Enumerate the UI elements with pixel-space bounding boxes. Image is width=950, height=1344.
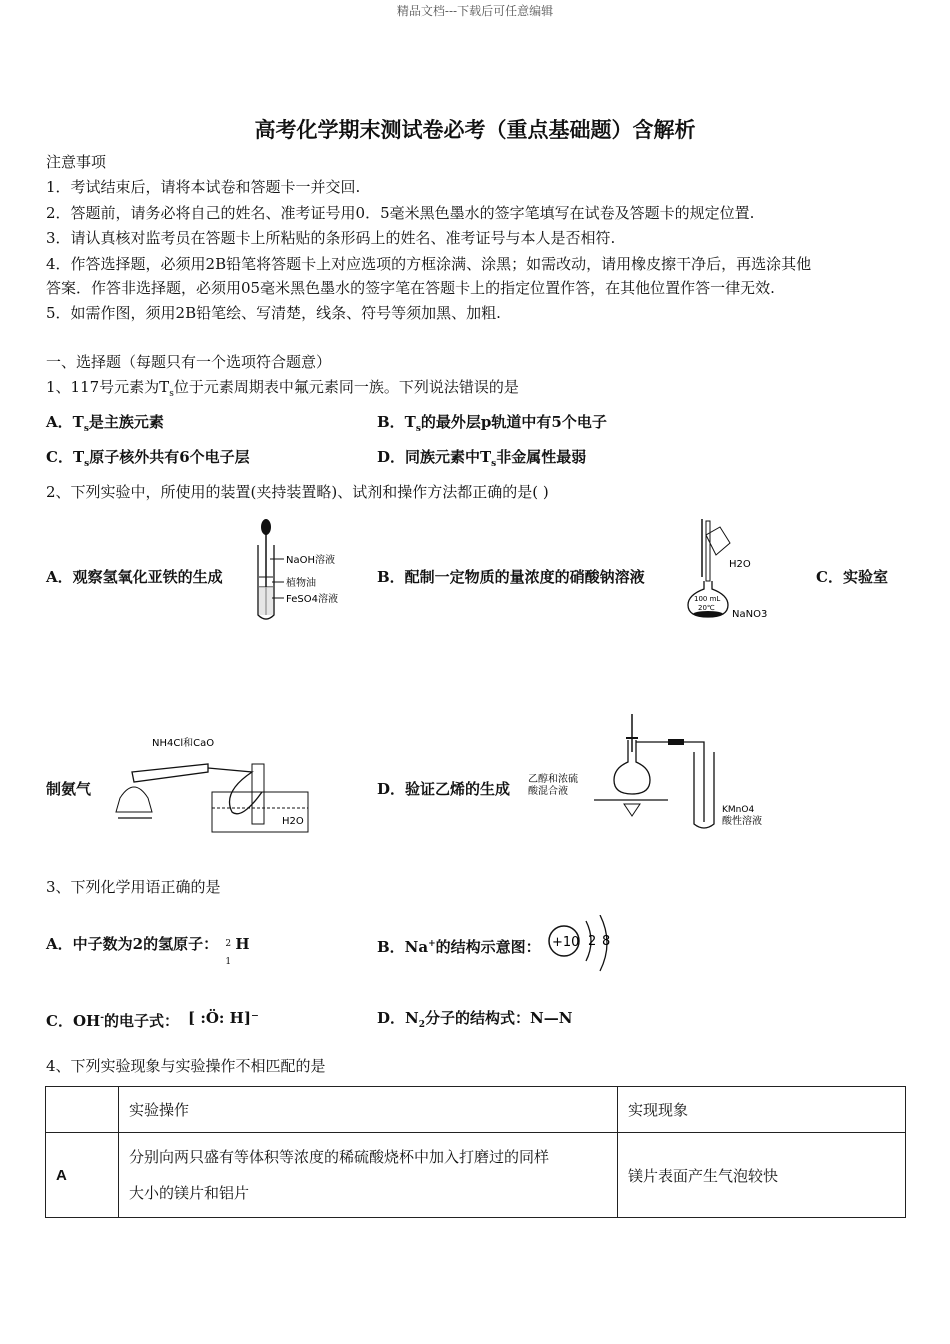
note-item-2: 2．答题前，请务必将自己的姓名、准考证号用0．5毫米黑色墨水的签字笔填写在试卷及答题卡的规定位置. bbox=[46, 204, 755, 222]
row-label: A bbox=[46, 1133, 119, 1218]
q3-option-d: D．$N_2$分子的结构式：N—N bbox=[377, 1009, 573, 1030]
section-heading: 一、选择题（每题只有一个选项符合题意） bbox=[46, 353, 332, 371]
shell-1-count: 2 bbox=[588, 934, 597, 949]
label-nano3: NaNO3 bbox=[732, 609, 768, 620]
table-row bbox=[46, 1133, 906, 1218]
q3-option-a: A．中子数为2的氢原子： 2 1 H bbox=[46, 935, 250, 967]
q1-option-a: A．$T_s$是主族元素 bbox=[46, 413, 164, 434]
row-operation: 分别向两只盛有等体积等浓度的稀硫酸烧杯中加入打磨过的同样 大小的镁片和铝片 bbox=[119, 1133, 618, 1218]
table-header-row bbox=[46, 1087, 906, 1133]
q1-option-b: B．$T_s$的最外层p轨道中有5个电子 bbox=[377, 413, 607, 434]
label-feso4: FeSO4溶液 bbox=[286, 594, 338, 605]
q3-option-b: B．Na+的结构示意图： bbox=[377, 938, 541, 956]
q1-option-c: C．$T_s$原子核外共有6个电子层 bbox=[46, 448, 250, 469]
figure-ammonia-setup bbox=[112, 732, 322, 838]
oh-electron-formula: [ :Ö: H]⁻ bbox=[188, 1009, 259, 1027]
q2-option-d: D．验证乙烯的生成 bbox=[377, 780, 511, 798]
label-h2o: H2O bbox=[729, 559, 751, 570]
notes-heading: 注意事项 bbox=[46, 153, 107, 171]
label-acidic: 酸性溶液 bbox=[722, 816, 762, 827]
label-ethanol-2: 酸混合液 bbox=[528, 786, 568, 797]
q4-stem: 4、下列实验现象与实验操作不相匹配的是 bbox=[46, 1057, 326, 1075]
q2-option-a: A．观察氢氧化亚铁的生成 bbox=[46, 568, 223, 586]
q3-stem: 3、下列化学用语正确的是 bbox=[46, 878, 221, 896]
page-title: 高考化学期末测试卷必考（重点基础题）含解析 bbox=[254, 117, 696, 142]
label-h2o-c: H2O bbox=[282, 816, 304, 827]
shell-2-count: 8 bbox=[602, 934, 611, 949]
header-cell-operation: 实验操作 bbox=[119, 1087, 618, 1133]
figure-volumetric-flask bbox=[680, 515, 790, 623]
note-item-4: 4．作答选择题，必须用2B铅笔将答题卡上对应选项的方框涂满、涂黑；如需改动，请用橡皮擦干净后，再选涂其他 bbox=[46, 255, 812, 273]
figure-ethylene-setup bbox=[528, 712, 778, 836]
label-nh4cl-cao: NH4Cl和CaO bbox=[152, 738, 215, 749]
q2-option-b: B．配制一定物质的量浓度的硝酸钠溶液 bbox=[377, 568, 645, 586]
na-ion-structure-diagram bbox=[546, 915, 618, 975]
page-header: 精品文档---下载后可任意编辑 bbox=[396, 4, 554, 18]
label-20c: 20℃ bbox=[698, 604, 715, 612]
header-cell-result: 实现现象 bbox=[618, 1087, 906, 1133]
note-item-3: 3．请认真核对监考员在答题卡上所粘贴的条形码上的姓名、准考证号与本人是否相符. bbox=[46, 229, 616, 247]
q3-option-c: C．OH-的电子式： bbox=[46, 1012, 179, 1030]
note-item-5: 5．如需作图，须用2B铅笔绘、写清楚，线条、符号等须加黑、加粗. bbox=[46, 304, 501, 322]
row-result: 镁片表面产生气泡较快 bbox=[618, 1133, 906, 1218]
note-item-1: 1．考试结束后，请将本试卷和答题卡一并交回. bbox=[46, 178, 361, 196]
q1-stem: 1、117号元素为$T_s$位于元素周期表中氟元素同一族。下列说法错误的是 bbox=[46, 378, 519, 399]
note-item-4-cont: 答案．作答非选择题，必须用05毫米黑色墨水的签字笔在答题卡上的指定位置作答，在其他位置作答一律无效. bbox=[46, 279, 775, 297]
figure-fe-oh2-tube bbox=[250, 515, 360, 625]
label-ethanol-1: 乙醇和浓硫 bbox=[528, 774, 578, 785]
q1-option-d: D．同族元素中$T_s$非金属性最弱 bbox=[377, 448, 587, 469]
label-naoh: NaOH溶液 bbox=[286, 555, 335, 566]
q2-stem: 2、下列实验中，所使用的装置(夹持装置略)、试剂和操作方法都正确的是( ) bbox=[46, 483, 549, 501]
q4-table bbox=[45, 1086, 906, 1218]
label-100ml: 100 mL bbox=[694, 595, 721, 603]
q2-option-c: C．实验室 bbox=[816, 568, 888, 586]
header-cell-blank bbox=[46, 1087, 119, 1133]
label-oil: 植物油 bbox=[286, 578, 316, 589]
label-kmno4: KMnO4 bbox=[722, 805, 755, 815]
q2-option-c-cont: 制氨气 bbox=[46, 780, 92, 798]
nucleus-charge: +10 bbox=[552, 935, 580, 950]
